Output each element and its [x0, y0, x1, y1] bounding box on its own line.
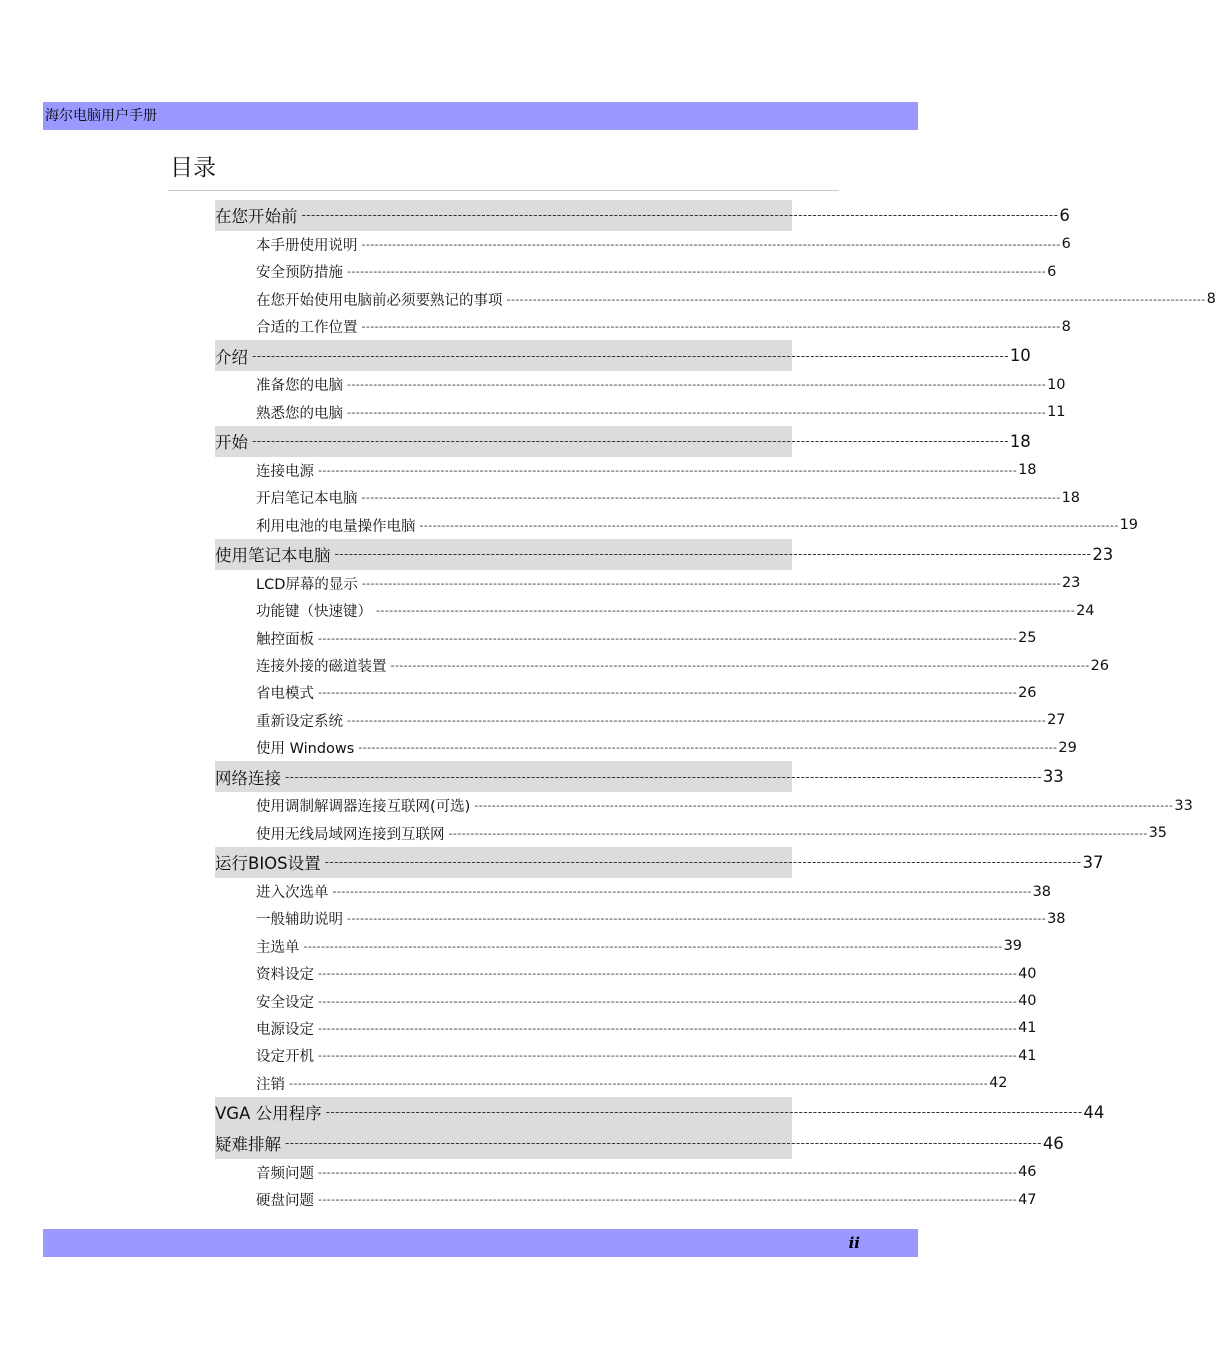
toc-entry-page: 47 — [1018, 1191, 1037, 1208]
toc-entry-title: 重新设定系统 — [256, 713, 343, 730]
toc-leader-dots: ---------------------------------------------------------------------------------------------------------------------------------------------------------------- — [318, 631, 1018, 645]
toc-leader-dots: ---------------------------------------------------------------------------------------------------------------------------------------------------------------- — [318, 994, 1018, 1008]
toc-section-entry[interactable] — [215, 1097, 1105, 1128]
toc-leader-dots: ---------------------------------------------------------------------------------------------------------------------------------------------------------------- — [361, 320, 1061, 334]
toc-entry-title: 使用调制解调器连接互联网(可选) — [256, 799, 471, 816]
toc-entry-title: 网络连接 — [215, 768, 281, 788]
toc-entry-page: 37 — [1082, 852, 1104, 872]
toc-entry-title: 触控面板 — [256, 631, 314, 648]
toc-entry-page: 26 — [1018, 684, 1037, 701]
toc-subsection-entry[interactable] — [215, 905, 1066, 932]
toc-subsection-entry[interactable] — [215, 1070, 1008, 1097]
toc-entry-page: 40 — [1018, 965, 1037, 982]
toc-subsection-entry[interactable] — [215, 484, 1081, 511]
toc-entry-title: 进入次选单 — [256, 885, 329, 901]
toc-subsection-entry[interactable] — [215, 1186, 1037, 1213]
toc-entry-title: 开启笔记本电脑 — [256, 491, 358, 508]
toc-leader-dots: ---------------------------------------------------------------------------------------------------------------------------------------------------------------- — [347, 713, 1047, 727]
toc-subsection-entry[interactable] — [215, 960, 1037, 987]
toc-subsection-entry[interactable] — [215, 933, 1023, 960]
toc-entry-page: 46 — [1018, 1164, 1037, 1181]
toc-leader-dots: ---------------------------------------------------------------------------------------------------------------------------------------------------------------- — [361, 237, 1061, 251]
toc-subsection-entry[interactable] — [215, 1159, 1037, 1186]
toc-leader-dots: ---------------------------------------------------------------------------------------------------------------------------------------------------------------- — [252, 434, 1009, 449]
toc-subsection-entry[interactable] — [215, 231, 1071, 258]
toc-entry-page: 8 — [1206, 291, 1216, 308]
toc-leader-dots: ---------------------------------------------------------------------------------------------------------------------------------------------------------------- — [318, 1021, 1018, 1035]
toc-entry-title: 安全设定 — [256, 994, 314, 1011]
toc-subsection-entry[interactable] — [215, 371, 1066, 398]
toc-entry-page: 11 — [1047, 404, 1066, 421]
toc-entry-page: 6 — [1061, 236, 1071, 253]
manual-title: 海尔电脑用户手册 — [45, 108, 157, 124]
toc-entry-title: 资料设定 — [256, 967, 314, 984]
toc-leader-dots: ---------------------------------------------------------------------------------------------------------------------------------------------------------------- — [318, 686, 1018, 700]
toc-entry-title: 准备您的电脑 — [256, 378, 343, 395]
toc-leader-dots: ---------------------------------------------------------------------------------------------------------------------------------------------------------------- — [506, 292, 1206, 306]
toc-entry-title: 疑难排解 — [215, 1135, 281, 1155]
toc-entry-title: 使用 Windows — [256, 741, 355, 758]
toc-subsection-entry[interactable] — [215, 734, 1077, 761]
toc-leader-dots: ---------------------------------------------------------------------------------------------------------------------------------------------------------------- — [318, 1165, 1018, 1179]
toc-leader-dots: ---------------------------------------------------------------------------------------------------------------------------------------------------------------- — [334, 547, 1092, 562]
toc-entry-page: 23 — [1061, 575, 1081, 592]
toc-section-entry[interactable] — [215, 539, 1114, 570]
toc-entry-page: 33 — [1042, 767, 1064, 787]
toc-entry-title: 本手册使用说明 — [256, 237, 358, 254]
toc-subsection-entry[interactable] — [215, 457, 1037, 484]
page-number: ii — [848, 1234, 860, 1252]
toc-entry-page: 39 — [1003, 938, 1023, 955]
toc-entry-title: LCD屏幕的显示 — [256, 576, 358, 593]
toc-entry-page: 6 — [1059, 205, 1070, 225]
toc-entry-title: 硬盘问题 — [256, 1193, 314, 1210]
toc-subsection-entry[interactable] — [215, 707, 1066, 734]
toc-leader-dots: ---------------------------------------------------------------------------------------------------------------------------------------------------------------- — [347, 265, 1047, 279]
toc-entry-page: 29 — [1058, 739, 1077, 756]
toc-entry-page: 35 — [1148, 825, 1168, 842]
toc-entry-title: 功能键（快速键） — [256, 604, 372, 621]
toc-subsection-entry[interactable] — [215, 1015, 1037, 1042]
toc-entry-title: 安全预防措施 — [256, 265, 343, 282]
toc-subsection-entry[interactable] — [215, 820, 1168, 847]
toc-entry-title: 开始 — [215, 433, 248, 453]
toc-subsection-entry[interactable] — [215, 597, 1095, 624]
toc-subsection-entry[interactable] — [215, 792, 1193, 819]
header-bar — [43, 102, 918, 130]
toc-subsection-entry[interactable] — [215, 512, 1139, 539]
toc-entry-page: 10 — [1047, 376, 1066, 393]
toc-entry-page: 18 — [1018, 462, 1037, 479]
toc-leader-dots: ---------------------------------------------------------------------------------------------------------------------------------------------------------------- — [448, 826, 1148, 840]
toc-subsection-entry[interactable] — [215, 399, 1066, 426]
toc-entry-title: 熟悉您的电脑 — [256, 405, 343, 422]
toc-leader-dots: ---------------------------------------------------------------------------------------------------------------------------------------------------------------- — [303, 939, 1003, 953]
toc-entry-page: 6 — [1047, 263, 1057, 280]
toc-leader-dots: ---------------------------------------------------------------------------------------------------------------------------------------------------------------- — [347, 378, 1047, 392]
toc-entry-page: 25 — [1018, 630, 1037, 647]
toc-entry-title: 在您开始前 — [215, 207, 298, 227]
toc-subsection-entry[interactable] — [215, 1042, 1037, 1069]
toc-entry-page: 10 — [1009, 346, 1031, 366]
toc-section-entry[interactable] — [215, 761, 1064, 792]
toc-entry-page: 19 — [1119, 517, 1139, 534]
toc-entry-page: 27 — [1047, 712, 1066, 729]
toc-leader-dots: ---------------------------------------------------------------------------------------------------------------------------------------------------------------- — [474, 799, 1174, 813]
toc-leader-dots: ---------------------------------------------------------------------------------------------------------------------------------------------------------------- — [332, 885, 1032, 898]
toc-leader-dots: ---------------------------------------------------------------------------------------------------------------------------------------------------------------- — [419, 518, 1119, 532]
toc-leader-dots: ---------------------------------------------------------------------------------------------------------------------------------------------------------------- — [361, 491, 1061, 505]
toc-entry-page: 26 — [1090, 657, 1110, 674]
toc-leader-dots: ---------------------------------------------------------------------------------------------------------------------------------------------------------------- — [347, 912, 1047, 926]
toc-heading: 目录 — [170, 155, 216, 181]
toc-subsection-entry[interactable] — [215, 987, 1037, 1014]
toc-leader-dots: ---------------------------------------------------------------------------------------------------------------------------------------------------------------- — [285, 769, 1042, 784]
toc-leader-dots: ---------------------------------------------------------------------------------------------------------------------------------------------------------------- — [347, 405, 1047, 419]
toc-entry-title: 电源设定 — [256, 1021, 314, 1038]
toc-entry-title: 使用无线局域网连接到互联网 — [256, 826, 445, 843]
toc-entry-page: 24 — [1076, 602, 1095, 619]
toc-subsection-entry[interactable] — [215, 313, 1071, 340]
toc-leader-dots: ---------------------------------------------------------------------------------------------------------------------------------------------------------------- — [285, 1136, 1042, 1151]
toc-entry-title: 省电模式 — [256, 686, 314, 703]
toc-section-entry[interactable] — [215, 340, 1031, 371]
toc-section-entry[interactable] — [215, 1128, 1064, 1159]
toc-entry-page: 42 — [989, 1075, 1008, 1092]
toc-entry-page: 38 — [1047, 910, 1066, 927]
toc-leader-dots: ---------------------------------------------------------------------------------------------------------------------------------------------------------------- — [324, 855, 1082, 870]
footer-bar — [43, 1229, 918, 1257]
toc-entry-title: 连接电源 — [256, 463, 314, 480]
toc-leader-dots: ---------------------------------------------------------------------------------------------------------------------------------------------------------------- — [358, 741, 1058, 755]
toc-subsection-entry[interactable] — [215, 286, 1216, 313]
toc-entry-title: 一般辅助说明 — [256, 912, 343, 929]
toc-subsection-entry[interactable] — [215, 570, 1081, 597]
toc-leader-dots: ---------------------------------------------------------------------------------------------------------------------------------------------------------------- — [318, 1049, 1018, 1063]
toc-entry-page: 8 — [1061, 318, 1071, 335]
toc-entry-title: 主选单 — [256, 939, 300, 956]
toc-entry-title: 注销 — [256, 1076, 285, 1093]
table-of-contents — [215, 200, 1216, 1213]
toc-leader-dots: ---------------------------------------------------------------------------------------------------------------------------------------------------------------- — [318, 463, 1018, 477]
toc-entry-title: 在您开始使用电脑前必须要熟记的事项 — [256, 292, 503, 309]
toc-entry-page: 33 — [1174, 797, 1193, 814]
toc-leader-dots: ---------------------------------------------------------------------------------------------------------------------------------------------------------------- — [318, 1193, 1018, 1207]
toc-leader-dots: ---------------------------------------------------------------------------------------------------------------------------------------------------------------- — [252, 348, 1009, 363]
toc-entry-page: 18 — [1009, 431, 1031, 451]
toc-entry-page: 40 — [1018, 993, 1037, 1010]
toc-entry-page: 18 — [1061, 489, 1081, 506]
toc-entry-title: 介绍 — [215, 347, 248, 367]
toc-entry-title: 合适的工作位置 — [256, 320, 358, 337]
toc-leader-dots: ---------------------------------------------------------------------------------------------------------------------------------------------------------------- — [325, 1105, 1083, 1120]
toc-leader-dots: ---------------------------------------------------------------------------------------------------------------------------------------------------------------- — [301, 208, 1059, 223]
toc-entry-page: 41 — [1018, 1020, 1037, 1037]
toc-subsection-entry[interactable] — [215, 258, 1057, 285]
toc-subsection-entry[interactable] — [215, 878, 1052, 905]
toc-divider — [168, 190, 839, 191]
toc-leader-dots: ---------------------------------------------------------------------------------------------------------------------------------------------------------------- — [376, 604, 1076, 618]
toc-section-entry[interactable] — [215, 200, 1070, 231]
toc-entry-title: 利用电池的电量操作电脑 — [256, 518, 416, 535]
toc-entry-page: 23 — [1092, 544, 1114, 564]
toc-leader-dots: ---------------------------------------------------------------------------------------------------------------------------------------------------------------- — [318, 967, 1018, 981]
toc-entry-title: 使用笔记本电脑 — [215, 546, 331, 566]
toc-entry-page: 46 — [1042, 1133, 1064, 1153]
toc-section-entry[interactable] — [215, 847, 1104, 878]
toc-leader-dots: ---------------------------------------------------------------------------------------------------------------------------------------------------------------- — [289, 1076, 989, 1090]
toc-leader-dots: ---------------------------------------------------------------------------------------------------------------------------------------------------------------- — [390, 659, 1090, 673]
toc-entry-title: VGA 公用程序 — [215, 1104, 322, 1124]
toc-subsection-entry[interactable] — [215, 624, 1037, 651]
toc-entry-title: 运行BIOS设置 — [215, 854, 321, 874]
toc-entry-page: 41 — [1018, 1047, 1037, 1064]
toc-section-entry[interactable] — [215, 426, 1031, 457]
toc-subsection-entry[interactable] — [215, 652, 1110, 679]
toc-entry-page: 44 — [1083, 1102, 1105, 1122]
toc-entry-title: 设定开机 — [256, 1049, 314, 1066]
toc-leader-dots: ---------------------------------------------------------------------------------------------------------------------------------------------------------------- — [361, 576, 1061, 590]
toc-entry-title: 音频问题 — [256, 1165, 314, 1182]
toc-entry-page: 38 — [1032, 883, 1052, 900]
toc-entry-title: 连接外接的磁道装置 — [256, 659, 387, 676]
toc-subsection-entry[interactable] — [215, 679, 1037, 706]
